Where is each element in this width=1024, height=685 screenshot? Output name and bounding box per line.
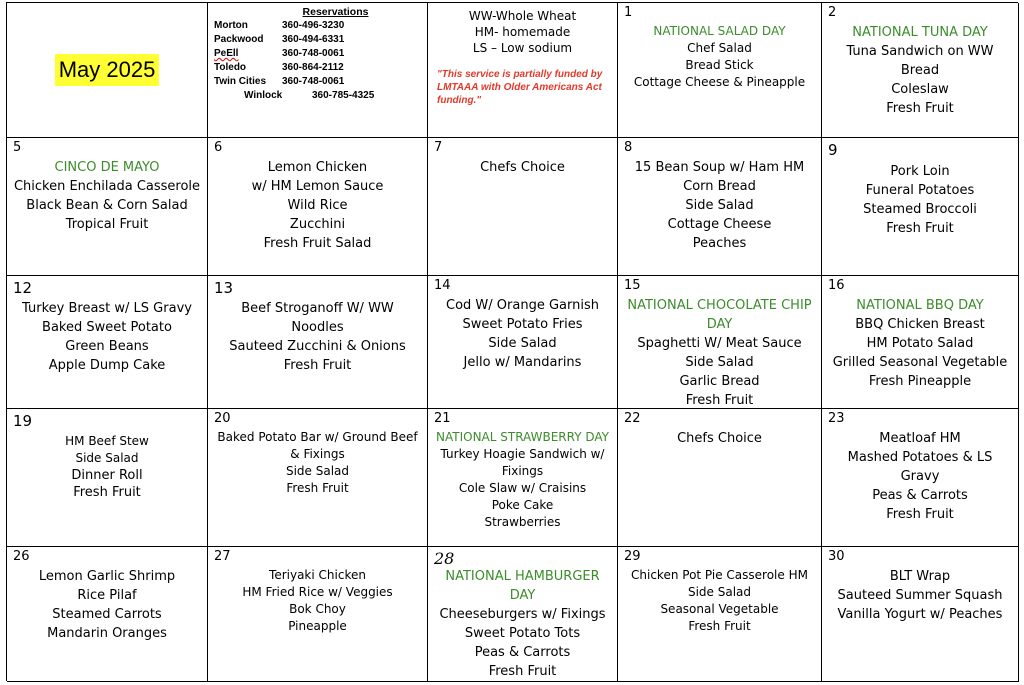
reservation-row: PeEll 360-748-0061 xyxy=(214,48,345,59)
day-number: 13 xyxy=(214,279,234,297)
day-number: 19 xyxy=(13,412,33,430)
day-number: 1 xyxy=(624,5,633,20)
menu-items: Teriyaki Chicken HM Fried Rice w/ Veggies Bok Choy Pineapple xyxy=(242,568,393,633)
menu-items: Meatloaf HM Mashed Potatoes & LS Gravy Peas & Carrots Fresh Fruit xyxy=(847,431,993,522)
menu-items: Cod W/ Orange Garnish Sweet Potato Fries Side Salad Jello w/ Mandarins xyxy=(446,298,599,370)
theme-label: NATIONAL STRAWBERRY DAY xyxy=(436,430,609,444)
day-cell xyxy=(208,409,428,547)
day-cell xyxy=(7,409,208,547)
menu-items: Baked Potato Bar w/ Ground Beef & Fixings Side Salad Fresh Fruit xyxy=(217,430,418,495)
funding-note: "This service is partially funded by LMTAAA with Older Americans Act funding." xyxy=(437,69,603,106)
day-cell xyxy=(428,547,618,682)
menu-items: CINCO DE MAYO Chicken Enchilada Casserole Black Bean & Corn Salad Tropical Fruit xyxy=(10,138,204,234)
day-number: 16 xyxy=(828,278,845,293)
day-cell xyxy=(428,138,618,276)
menu-items: BLT Wrap Sauteed Summer Squash Vanilla Yogurt w/ Peaches xyxy=(837,569,1003,622)
reservation-row: Winlock 360-785-4325 xyxy=(244,90,375,101)
menu-items: Chefs Choice xyxy=(677,431,762,446)
day-cell xyxy=(7,138,208,276)
day-number: 5 xyxy=(13,140,22,155)
day-number: 9 xyxy=(828,141,838,159)
day-cell xyxy=(822,138,1019,276)
reservations-cell xyxy=(208,3,428,138)
day-number: 20 xyxy=(214,411,231,426)
abbreviation-legend: WW-Whole Wheat HM- homemade LS – Low sodium xyxy=(468,9,577,55)
menu-items: Lemon Garlic Shrimp Rice Pilaf Steamed Carrots Mandarin Oranges xyxy=(38,569,176,641)
menu-items: Lemon Chicken w/ HM Lemon Sauce Wild Rice Zucchini Fresh Fruit Salad xyxy=(251,160,384,251)
day-cell xyxy=(208,138,428,276)
reservations-title: Reservations xyxy=(302,6,369,18)
day-number: 8 xyxy=(624,140,633,155)
reservation-row: Morton 360-496-3230 xyxy=(214,20,345,31)
day-number: 27 xyxy=(214,549,231,564)
day-cell xyxy=(208,547,428,682)
reservation-row: Packwood 360-494-6331 xyxy=(214,34,345,45)
menu-calendar xyxy=(6,2,1018,681)
day-cell xyxy=(618,3,822,138)
menu-items: NATIONAL BBQ DAY BBQ Chicken Breast HM Potato Salad Grilled Seasonal Vegetable Fresh Pineapple xyxy=(825,276,1015,391)
theme-label: NATIONAL HAMBURGER DAY xyxy=(445,569,600,603)
reservation-row: Twin Cities 360-748-0061 xyxy=(214,76,345,87)
menu-items: Chicken Pot Pie Casserole HM Side Salad Seasonal Vegetable Fresh Fruit xyxy=(631,568,808,633)
menu-items: Beef Stroganoff W/ WW Noodles Sauteed Zucchini & Onions Fresh Fruit xyxy=(229,301,406,373)
menu-items: NATIONAL HAMBURGER DAY Cheeseburgers w/ Fixings Sweet Potato Tots Peas & Carrots Fresh Fruit xyxy=(431,547,614,681)
theme-label: CINCO DE MAYO xyxy=(54,160,160,175)
day-number: 12 xyxy=(13,279,33,297)
day-number: 29 xyxy=(624,549,641,564)
theme-label: NATIONAL TUNA DAY xyxy=(852,25,988,40)
day-number: 26 xyxy=(13,549,30,564)
menu-items: NATIONAL SALAD DAY Chef Salad Bread Stick Cottage Cheese & Pineapple xyxy=(621,3,818,91)
day-cell xyxy=(618,138,822,276)
menu-items: NATIONAL TUNA DAY Tuna Sandwich on WW Bread Coleslaw Fresh Fruit xyxy=(825,3,1015,118)
day-number: 28 xyxy=(434,549,455,568)
day-number: 2 xyxy=(828,5,837,20)
theme-label: NATIONAL CHOCOLATE CHIP DAY xyxy=(627,298,812,332)
menu-items: Pork Loin Funeral Potatoes Steamed Broccoli Fresh Fruit xyxy=(863,164,977,236)
legend-cell xyxy=(428,3,618,138)
day-cell xyxy=(208,276,428,409)
day-cell xyxy=(428,276,618,409)
day-number: 15 xyxy=(624,278,641,293)
day-number: 30 xyxy=(828,549,845,564)
day-cell xyxy=(822,3,1019,138)
day-number: 6 xyxy=(214,140,223,155)
menu-items: 15 Bean Soup w/ Ham HM Corn Bread Side Salad Cottage Cheese Peaches xyxy=(634,160,805,251)
month-title: May 2025 xyxy=(55,54,160,86)
menu-items: Turkey Breast w/ LS Gravy Baked Sweet Potato Green Beans Apple Dump Cake xyxy=(22,301,192,373)
day-cell xyxy=(7,276,208,409)
theme-label: NATIONAL SALAD DAY xyxy=(653,24,786,38)
day-cell xyxy=(822,547,1019,682)
menu-items: NATIONAL CHOCOLATE CHIP DAY Spaghetti W/ Meat Sauce Side Salad Garlic Bread Fresh Fruit xyxy=(621,276,818,409)
day-cell xyxy=(7,547,208,682)
month-title-cell xyxy=(7,3,208,138)
day-cell xyxy=(618,276,822,409)
menu-items: Chefs Choice xyxy=(480,160,565,175)
day-cell xyxy=(822,276,1019,409)
day-number: 14 xyxy=(434,278,451,293)
menu-items: HM Beef Stew Side Salad Dinner Roll Fresh Fruit xyxy=(65,434,149,500)
day-number: 23 xyxy=(828,411,845,426)
day-number: 7 xyxy=(434,140,443,155)
day-cell xyxy=(428,409,618,547)
day-cell xyxy=(822,409,1019,547)
menu-items: NATIONAL STRAWBERRY DAY Turkey Hoagie Sandwich w/ Fixings Cole Slaw w/ Craisins Poke Cake Strawberries xyxy=(431,409,614,531)
day-number: 21 xyxy=(434,411,451,426)
theme-label: NATIONAL BBQ DAY xyxy=(856,298,984,313)
reservation-row: Toledo 360-864-2112 xyxy=(214,62,344,73)
day-cell xyxy=(618,409,822,547)
day-cell xyxy=(618,547,822,682)
day-number: 22 xyxy=(624,411,641,426)
